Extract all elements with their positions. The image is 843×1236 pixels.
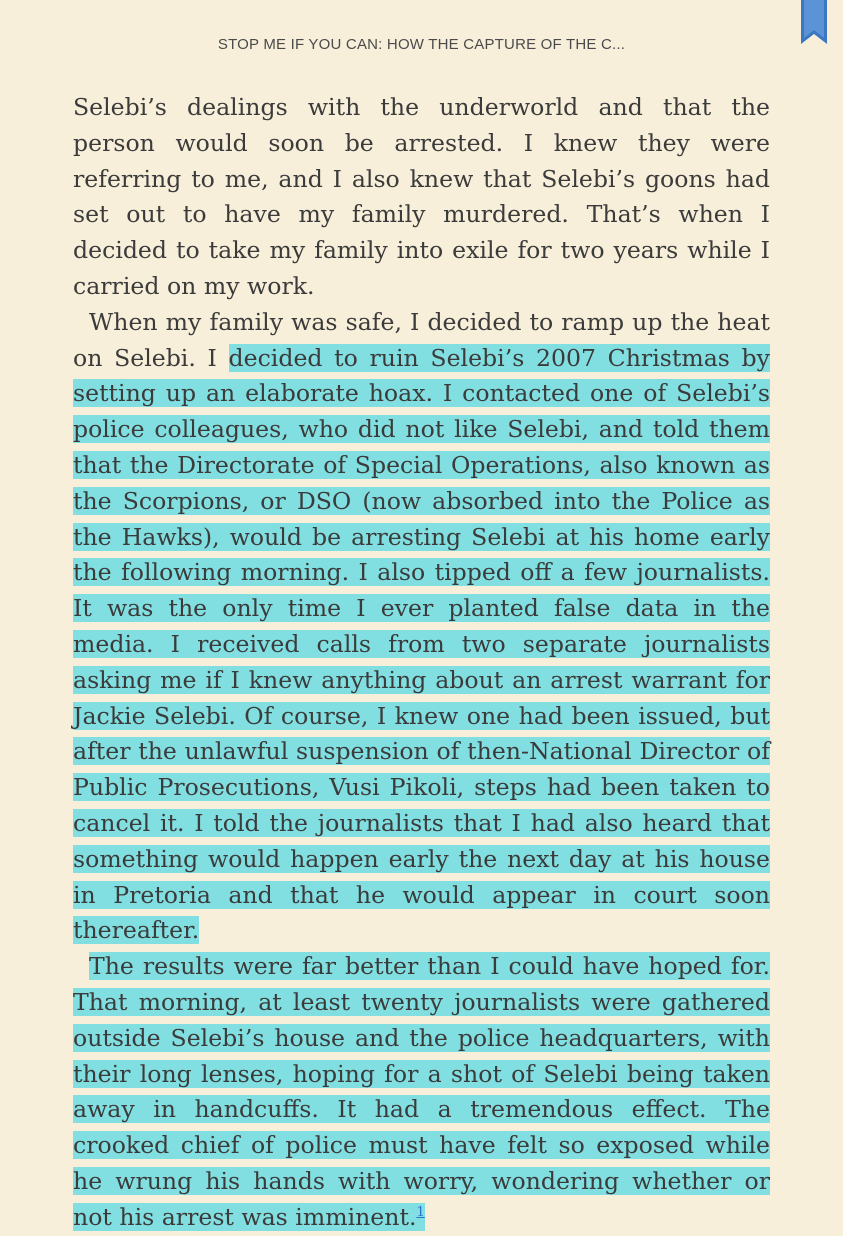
highlighted-text-2[interactable] [73,952,770,1231]
paragraph-2-text: When my family was safe, I decided to ramp up the heat on Selebi. I [73,307,770,372]
paragraph-1 [73,90,770,305]
paragraph-1-text: Selebi’s dealings with the underworld and that the person would soon be arrested. I knew they were referring to me, and I also knew that Selebi’s goons had set out to have my family murdered. That’s when I decided to take my family into exile for two years while I carried on my work. [73,93,770,300]
book-title-header: STOP ME IF YOU CAN: HOW THE CAPTURE OF THE C... [217,36,626,53]
reader-text [73,90,770,1236]
paragraph-3-text: The results were far better than I could have hoped for. That morning, at least twenty journalists were gathered outside Selebi’s house and the police headquarters, with their long lenses, hoping for a shot of Selebi being taken away in handcuffs. It had a tremendous effect. The crooked chief of police must have felt so exposed while he wrung his hands with worry, wondering whether or not his arrest was imminent. [73,952,770,1231]
footnote-link[interactable]: 1 [416,1204,425,1220]
bookmark-icon[interactable] [801,0,827,44]
paragraph-2 [73,305,770,949]
highlighted-text[interactable]: decided to ruin Selebi’s 2007 Christmas by setting up an elaborate hoax. I contacted one of Selebi’s police colleagues, who did not like Selebi, and told them that the Directorate of Special Operations, also known as the Scorpions, or DSO (now absorbed into the Police as the Hawks), would be arresting Selebi at his home early the following morning. I also tipped off a few journalists. It was the only time I ever planted false data in the media. I received calls from two separate journalists asking me if I knew anything about an arrest warrant for Jackie Selebi. Of course, I knew one had been issued, but after the unlawful suspension of then-National Director of Public Prosecutions, Vusi Pikoli, steps had been taken to cancel it. I told the journalists that I had also heard that something would happen early the next day at his house in Pretoria and that he would appear in court soon thereafter. [73,343,770,945]
paragraph-3 [73,949,770,1235]
